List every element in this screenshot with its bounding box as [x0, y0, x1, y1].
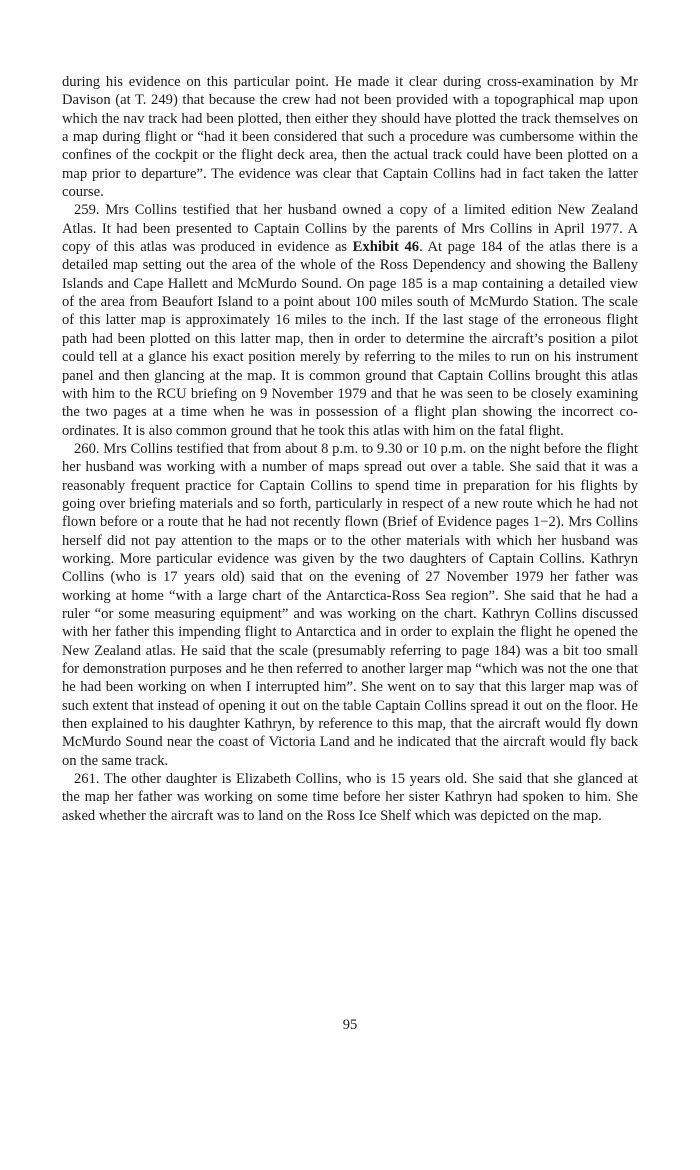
paragraph-continued: during his evidence on this particular point. He made it clear during cross-examination by Mr Davison (at T. 249) that because the crew had not been provided with a topographical map upon which the nav track had been plotted, then either they should have plotted the track themselves on a map during flight or “had it been considered that such a procedure was cumbersome within the confines of the cockpit or the flight deck area, then the actual track could have been plotted on a map prior to departure”. The evidence was clear that Captain Collins had in fact taken the latter course.: [62, 74, 638, 201]
paragraph-261: 261. The other daughter is Elizabeth Collins, who is 15 years old. She said that she glanced at the map her father was working on some time before her sister Kathryn had spoken to him. She asked whether the aircraft was to land on the Ross Ice Shelf which was depicted on the map.: [62, 771, 638, 824]
document-page: [62, 73, 638, 825]
paragraph-259: [62, 201, 638, 439]
paragraph-260: 260. Mrs Collins testified that from about 8 p.m. to 9.30 or 10 p.m. on the night before the flight her husband was working with a number of maps spread out over a table. She said that it was a reasonably frequent practice for Captain Collins to spend time in preparation for his flights by going over briefing materials and so forth, particularly in respect of a new route which he had not flown before or a route that he had not recently flown (Brief of Evidence pages 1−2). Mrs Collins herself did not pay attention to the maps or to the other materials with which her husband was working. More particular evidence was given by the two daughters of Captain Collins. Kathryn Collins (who is 17 years old) said that on the evening of 27 November 1979 her father was working at home “with a large chart of the Antarctica-Ross Sea region”. She said that he had a ruler “or some measuring equipment” and was working on the chart. Kathryn Collins discussed with her father this impending flight to Antarctica and in order to explain the flight he opened the New Zealand atlas. He said that the scale (presumably referring to page 184) was a bit too small for demonstration purposes and he then referred to another larger map “which was not the one that he had been working on when I interrupted him”. She went on to say that this larger map was of such extent that instead of opening it out on the table Captain Collins spread it out on the floor. He then explained to his daughter Kathryn, by reference to this map, that the aircraft would fly down McMurdo Sound near the coast of Victoria Land and he indicated that the aircraft would fly back on the same track.: [62, 440, 638, 769]
page-number: 95: [342, 1017, 358, 1033]
paragraph-259-text-before: 259. Mrs Collins testified that her husband owned a copy of a limited edition New Zealand Atlas. It had been presented to Captain Collins by the parents of Mrs Collins in April 1977. A copy of this atlas was produced in evidence as: [62, 202, 638, 256]
paragraph-259-text-after: . At page 184 of the atlas there is a detailed map setting out the area of the whole of the Ross Dependency and showing the Balleny Islands and Cape Hallett and McMurdo Sound. On page 185 is a map containing a detailed view of the area from Beaufort Island to a point about 100 miles south of McMurdo Station. The scale of this latter map is approximately 16 miles to the inch. If the last stage of the erroneous flight path had been plotted on this latter map, then in order to determine the aircraft’s position a pilot could tell at a glance his exact position merely by referring to the miles to run on his instrument panel and then glancing at the map. It is common ground that Captain Collins brought this atlas with him to the RCU briefing on 9 November 1979 and that he was seen to be closely examining the two pages at a time when he was in possession of a flight plan showing the incorrect co-ordinates. It is also common ground that he took this atlas with him on the fatal flight.: [62, 239, 638, 439]
exhibit-reference: Exhibit 46: [352, 239, 420, 256]
